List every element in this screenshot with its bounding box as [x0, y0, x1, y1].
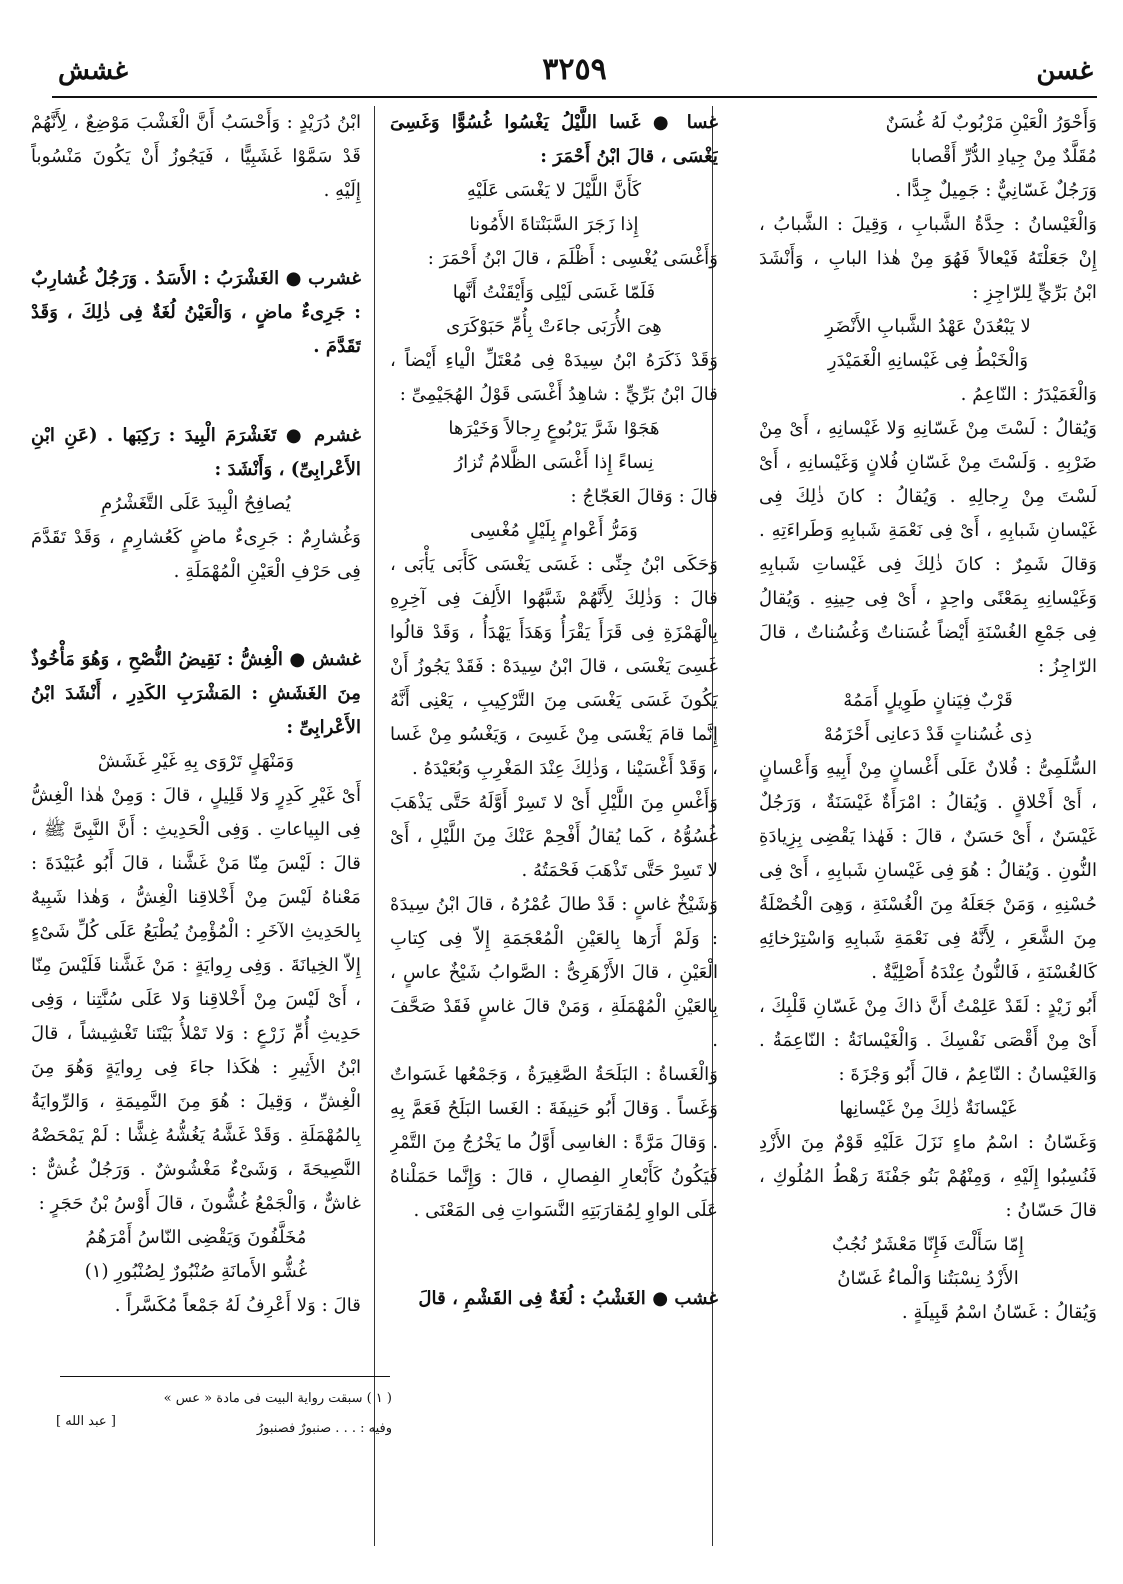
paragraph: ابْنُ دُرَيْدٍ : وَأَحْسَبُ أَنَّ الْغَشْبَ مَوْضِعٌ ، لِأَنَّهُمْ قَدْ سَمَّوْا غَشَبِيًّا ، فَيَجُوزُ أَنْ يَكُونَ مَنْسُوباً إِلَيْهِ .: [31, 112, 361, 201]
verse-line: مُخَلَّفُونَ وَيَقْضِى النّاسُ أَمْرَهُمُ: [85, 1227, 307, 1249]
footnote-line-1: ( ١ ) سبقت رواية البيت فى مادة « عس »: [163, 1391, 392, 1406]
entry-gap: [31, 226, 361, 244]
paragraph: وَأَغْسِ مِنَ اللَّيْلِ أَىْ لا تَسِرْ أَوَّلَهُ حَتَّى يَذْهَبَ غُسُوُّهُ ، كَما يُقالُ أَفْحِمْ عَنْكَ مِنَ اللَّيْلِ ، أَىْ لا تَسِرْ حَتَّى تَذْهَبَ فَحْمَتُهُ .: [390, 792, 718, 881]
page-number: ٣٢٥٩: [542, 52, 607, 87]
verse-line: وَالْخَبْطُ فِى غَيْسانِهِ الْغَمَيْدَرِ: [827, 350, 1029, 371]
paragraph: وَحَكَى ابْنُ جِنِّى : غَسَى يَغْسَى كَأَبَى يَأْبَى ، قالَ : وَذٰلِكَ لِأَنَّهُمْ شَبَّهُوا الأَلِفَ فِى آخِرِهِ بِالْهَمْزَةِ فِى قَرَأَ يَقْرَأُ وَهَدَأَ يَهْدَأُ ، وَقَدْ قالُوا غَسِىَ يَغْسَى ، قالَ ابْنُ سِيدَهْ : فَقَدْ يَجُوزُ أَنْ يَكُونَ غَسَى يَغْسَى مِنَ التَّرْكِيبِ ، يَعْنِى أَنَّهُ إِنَّما قامَ يَغْسَى مِنْ غَسِىَ ، وَيَغْسُو مِنْ غَسا ، وَقَدْ أَغْسَيْنا ، وَذٰلِكَ عِنْدَ المَغْرِبِ وَبُعَيْدَهُ .: [390, 554, 718, 779]
column-left: [31, 106, 361, 1552]
verse-line: إِذا زَجَرَ السَّبَنْتاةَ الأَمُونا: [469, 214, 639, 235]
paragraph: وَشَيْخٌ غاسٍ : قَدْ طالَ عُمْرُهُ ، قالَ ابْنُ سِيدَهْ : وَلَمْ أَرَها بِالعَيْنِ الْمُعْجَمَةِ إِلاّ فِى كِتابِ الْعَيْنِ ، قالَ الأَزْهَرِىُّ : الصَّوابُ شَيْخٌ عاسٍ ، بِالعَيْنِ الْمُهْمَلَةِ ، وَمَنْ قالَ غاسٍ فَقَدْ صَحَّفَ .: [390, 894, 718, 1051]
verse-line: يُصافِحُ الْبِيدَ عَلَى التَّغَشْرُمِ: [101, 492, 291, 514]
verse-line: كَأَنَّ اللَّيْلَ لا يَغْسَى عَلَيْهِ: [466, 180, 642, 201]
page-header: [52, 52, 1097, 96]
verse-line: غَيْسانَةٌ ذٰلِكَ مِنْ غَيْسانِها: [839, 1098, 1017, 1119]
entry-gap: [31, 383, 361, 401]
paragraph: مُقَلَّدٌ مِنْ جِيادِ الدُّرِّ أَقْصابا: [910, 146, 1097, 167]
entry-headword-paragraph: غسا ● غَسا اللَّيْلُ يَغْسُوا غُسُوًّا وَغَسِىَ يَغْسَى ، قالَ ابْنُ أَحْمَرَ :: [390, 112, 718, 167]
paragraph: وَرَجُلٌ غَسّانِيٌّ : جَمِيلٌ جِدًّا .: [895, 180, 1097, 201]
paragraph: وَغُشارِمٌ : جَرِىءٌ ماضٍ كَعُشارِمٍ ، وَقَدْ تَقَدَّمَ فِى حَرْفِ الْعَيْنِ الْمُهْمَلَةِ .: [31, 526, 361, 582]
paragraph: وَأَحْوَرُ الْعَيْنِ مَرْبُوبٌ لَهُ غُسَنٌ: [885, 112, 1097, 133]
entry-gap: [31, 607, 361, 625]
verse-line: وَمَنْهَلٍ تَرْوَى بِهِ غَيْرِ غَشَشْ: [97, 751, 295, 773]
verse-line: لا يَبْعُدَنْ عَهْدُ الشَّبابِ الأَنْضَرِ: [825, 316, 1031, 337]
column-right: [759, 106, 1097, 1552]
paragraph: أَىْ غَيْرِ كَدِرٍ وَلا قَلِيلٍ ، قالَ : وَمِنْ هٰذا الْغِشُّ فِى البِياعاتِ . وَفِى الْحَدِيثِ : أَنَّ النَّبِىَّ ﷺ ، قالَ : لَيْسَ مِنّا مَنْ غَشَّنا ، قالَ أَبُو عُبَيْدَةَ : مَعْناهُ لَيْسَ مِنْ أَخْلاقِنا الْغِشُّ ، وَهٰذا شَبِيهٌ بِالحَدِيثِ الآخَرِ : الْمُؤْمِنُ يُطْبَعُ عَلَى كُلِّ شَىْءٍ إِلاّ الخِيانَةَ . وَفِى رِوايَةٍ : مَنْ غَشَّنا فَلَيْسَ مِنّا ، أَىْ لَيْسَ مِنْ أَخْلاقِنا وَلا عَلَى سُنَّتِنا ، وَفِى حَدِيثِ أُمِّ زَرْعٍ : وَلا تَمْلأُ بَيْتَنا تَغْشِيشاً ، قالَ ابْنُ الأَثِيرِ : هٰكَذا جاءَ فِى رِوايَةٍ وَهُوَ مِنَ الْغِشِّ ، وَقِيلَ : هُوَ مِنَ النَّمِيمَةِ ، وَالرِّوايَةُ بِالمُهْمَلَةِ . وَقَدْ غَشَّهُ يَغُشُّهُ غِشًّا : لَمْ يَمْحَضْهُ النَّصِيحَةَ ، وَشَىْءٌ مَغْشُوشٌ . وَرَجُلٌ غُشٌّ : غاشٌّ ، وَالْجَمْعُ غُشُّونَ ، قالَ أَوْسُ بْنُ حَجَرٍ :: [31, 785, 361, 1215]
entry-headword-paragraph: غشش ● الْغِشُّ : نَقِيضُ النُّصْحِ ، وَهُوَ مَأْخُوذٌ مِنَ الغَشَشِ : المَشْرَبِ الكَدِرِ ، أَنْشَدَ ابْنُ الأَعْرابِىِّ :: [31, 649, 361, 739]
entry-headword-paragraph: غشب ● الغَشْبُ : لُغَةٌ فِى القَشْمِ ، قالَ: [418, 1288, 718, 1310]
paragraph: قالَ : وَلا أَعْرِفُ لَهُ جَمْعاً مُكَسَّراً .: [114, 1295, 361, 1317]
verse-line: ذِى غُسُناتٍ قَدْ دَعانِى أَحْزَمُهْ: [823, 724, 1033, 745]
paragraph: وَالْغَساةُ : البَلَحَةُ الصَّغِيرَةُ ، وَجَمْعُها غَسَواتٌ وَغَساً . وَقالَ أَبُو حَنِيفَةَ : الغَسا البَلَحُ فَعَمَّ بِهِ . وَقالَ مَرَّةً : الغاسِى أَوَّلُ ما يَخْرُجُ مِنَ التَّمْرِ فَيَكُونُ كَأَبْعارِ الفِصالِ ، قالَ : وَإِنَّما حَمَلْناهُ عَلَى الواوِ لِمُقارَبَتِهِ النَّسَواتِ فِى المَعْنَى .: [390, 1064, 718, 1221]
paragraph: وَيُقالُ : غَسّانُ اسْمُ قَبِيلَةٍ .: [901, 1302, 1097, 1323]
paragraph: وَالْغَمَيْدَرُ : النّاعِمُ .: [960, 384, 1097, 405]
paragraph: وَقَدْ ذَكَرَهُ ابْنُ سِيدَهْ فِى مُعْتَلِّ الْياءِ أَيْضاً ، قالَ ابْنُ بَرِّيٍّ : شاهِدُ أَغْسَى قَوْلُ الهُجَيْمِىِّ :: [390, 350, 718, 405]
entry-gap: [390, 1246, 718, 1264]
footnote-line-2: وفيه : . . . صنبورٌ فصنبورُ: [256, 1421, 392, 1436]
entry-headword-paragraph: غشرب ● الغَشْرَبُ : الأَسَدُ . وَرَجُلٌ غُشارِبٌ : جَرِىءٌ ماضٍ ، وَالْعَيْنُ لُغَةٌ فِى ذٰلِكَ ، وَقَدْ تَقَدَّمَ .: [31, 268, 361, 358]
paragraph: وَيُقالُ : لَسْتَ مِنْ غَسّانِهِ وَلا غَيْسانِهِ ، أَىْ مِنْ ضَرْبِهِ . وَلَسْتَ مِنْ غَسّانِ فُلانٍ وَغَيْسانِهِ ، أَىْ لَسْتَ مِنْ رِجالِهِ . وَيُقالُ : كانَ ذٰلِكَ فِى غَيْسانِ شَبابِهِ ، أَىْ فِى نَعْمَةِ شَبابِهِ وَطَراءَتِهِ . وَقالَ شَمِرٌ : كانَ ذٰلِكَ فِى غَيْساتِ شَبابِهِ وَغَيْسانِهِ بِمَعْنًى واحِدٍ ، أَىْ فِى حِينِهِ . وَيُقالُ فِى جَمْعِ الغُسْنَةِ أَيْضاً غُسَناتٌ وَغُسُناتٌ ، قالَ الرّاجِزُ :: [759, 418, 1097, 677]
verse-line: هَجَوْا شَرَّ يَرْبُوعٍ رِجالاً وَخَيْرَها: [448, 418, 660, 439]
paragraph: وَغَسّانُ : اسْمُ ماءٍ نَزَلَ عَلَيْهِ قَوْمٌ مِنَ الأَزْدِ فَنُسِبُوا إِلَيْهِ ، وَمِنْهُمْ بَنُو جَفْنَةَ رَهْطُ المُلُوكِ ، قالَ حَسّانُ :: [759, 1132, 1097, 1221]
header-root-right: غسن: [1036, 56, 1093, 86]
verse-line: فَلَمّا غَسَى لَيْلِى وَأَيْقَنْتُ أَنَّها: [452, 282, 656, 303]
column-divider-2: [374, 106, 375, 1546]
paragraph: وَالْغَيْسانُ : حِدَّةُ الشَّبابِ ، وَقِيلَ : الشَّبابُ ، إِنْ جَعَلْتَهُ فَيْعالاً فَهُوَ مِنْ هٰذا البابِ ، وَأَنْشَدَ ابْنُ بَرِّيٍّ لِلرّاجِزِ :: [759, 214, 1097, 303]
header-rule: [52, 96, 1097, 98]
verse-line: الأَزْدُ نِسْبَتُنا وَالْماءُ غَسّانُ: [837, 1268, 1019, 1289]
verse-line: قَرْبٌ فِيَنانٍ طَوِيلٍ أَمَمُهْ: [843, 690, 1013, 711]
column-middle: [390, 106, 718, 1552]
verse-line: هِىَ الأُرَبَى جاءَتْ بِأُمِّ حَبَوْكَرَى: [446, 316, 662, 337]
verse-line: إِمّا سَأَلْتَ فَإِنّا مَعْشَرٌ نُجُبٌ: [832, 1234, 1024, 1255]
footnote-signature: [ عبد الله ]: [56, 1414, 116, 1429]
paragraph: السُّلَمِىُّ : فُلانٌ عَلَى أَغْسانٍ مِنْ أَبِيهِ وَأَعْسانٍ ، أَىْ أَخْلاقٍ . وَيُقالُ : امْرَأَةٌ غَيْسَنَةٌ ، وَرَجُلٌ غَيْسَنٌ ، أَىْ حَسَنٌ ، قالَ : فَهٰذا يَقْضِى بِزِيادَةِ النُّونِ . وَيُقالُ : هُوَ فِى غَيْسانِ شَبابِهِ ، أَىْ فِى حُسْنِهِ ، وَمَنْ جَعَلَهُ مِنَ الْغُسْنَةِ ، وَهِىَ الْخُصْلَةُ مِنَ الشَّعَرِ ، لِأَنَّهُ فِى نَعْمَةِ شَبابِهِ وَاسْتِرْخائِهِ كَالغُسْنَةِ ، فَالنُّونُ عِنْدَهُ أَصْلِيَّةٌ .: [759, 758, 1097, 983]
verse-line: نِساءً إِذا أَغْسَى الظَّلامُ تُزارُ: [454, 452, 654, 473]
paragraph: أَبُو زَيْدٍ : لَقَدْ عَلِمْتُ أَنَّ ذاكَ مِنْ غَسّانِ قَلْبِكَ ، أَىْ مِنْ أَقْصَى نَفْسِكَ . وَالْغَيْسانَةُ : النّاعِمَةُ . وَالغَيْسانُ : النّاعِمُ ، قالَ أَبُو وَجْزَةَ :: [759, 996, 1097, 1085]
header-root-left: غشش: [58, 56, 128, 86]
verse-line: غُشُّو الأَمانَةِ صُنْبُورٌ لِصُنْبُورِ (١): [84, 1261, 308, 1283]
verse-line: وَمَرُّ أَعْوامٍ بِلَيْلٍ مُغْسِى: [470, 520, 638, 541]
entry-headword-paragraph: غشرم ● تَغَشْرَمَ الْبِيدَ : رَكِبَها . (عَنِ ابْنِ الأَعْرابِىِّ) ، وَأَنْشَدَ :: [31, 424, 361, 480]
paragraph: قالَ : وَقالَ العَجّاجُ :: [570, 486, 718, 507]
footnote-rule: [60, 1376, 390, 1377]
paragraph: وَأَغْسَى يُغْسِى : أَظْلَمَ ، قالَ ابْنُ أَحْمَرَ :: [427, 248, 718, 269]
